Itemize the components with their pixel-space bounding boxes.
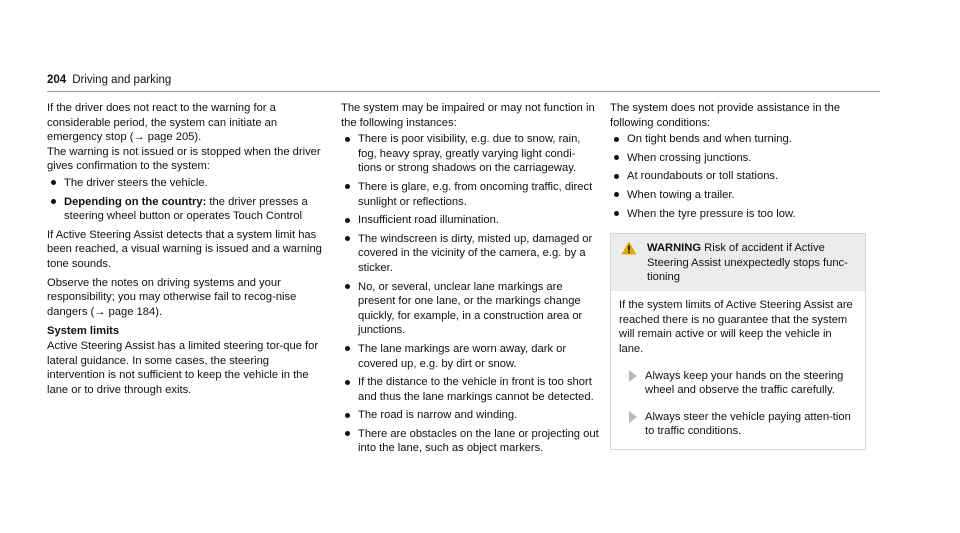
warning-label: WARNING (647, 242, 702, 255)
bullet-icon (345, 137, 350, 142)
warning-action: Always keep your hands on the steering wheel and observe the traffic carefully. (619, 369, 857, 398)
warning-box (610, 233, 866, 450)
list-item: On tight bends and when turning. (610, 132, 872, 147)
warning-heading: Risk of accident if Active Steering Assist unexpectedly stops func-tioning (647, 242, 848, 284)
paragraph-no-assistance-intro: The system does not provide assistance in the following conditions: (610, 102, 841, 129)
column-2 (341, 101, 599, 460)
country-label: Depending on the country: (64, 195, 207, 208)
list-item: At roundabouts or toll stations. (610, 169, 872, 184)
list-item: When the tyre pressure is too low. (610, 207, 872, 222)
list-item: Depending on the country: the driver presses a steering wheel button or operates Touch Control (47, 195, 325, 224)
bullet-icon (614, 174, 619, 179)
header-divider (47, 91, 880, 92)
warning-triangle-icon (621, 241, 637, 255)
impairment-list (341, 132, 599, 456)
bullet-icon (345, 236, 350, 241)
list-item: Insufficient road illumination. (341, 213, 599, 228)
paragraph-warning-not-issued: The warning is not issued or is stopped when the driver gives confirmation to the system: (47, 145, 321, 173)
list-item: When towing a trailer. (610, 188, 872, 203)
bullet-icon (614, 137, 619, 142)
paragraph-impaired-intro: The system may be impaired or may not function in the following instances: (341, 102, 595, 129)
section-title-header: Driving and parking (72, 74, 172, 86)
bullet-icon (51, 199, 56, 204)
paragraph-warning-period: If the driver does not react to the warning for a considerable period, the system can initiate an emergency stop (→ page 205). (47, 102, 278, 144)
arrow-right-icon (629, 370, 637, 382)
bullet-icon (345, 184, 350, 189)
bullet-icon (614, 155, 619, 160)
list-item: The windscreen is dirty, misted up, damaged or covered in the vicinity of the camera, e.g. by a sticker. (341, 232, 599, 276)
list-item: When crossing junctions. (610, 151, 872, 166)
bullet-icon (345, 413, 350, 418)
list-item: The driver steers the vehicle. (47, 176, 325, 191)
list-item: There is glare, e.g. from oncoming traffic, direct sunlight or reflections. (341, 180, 599, 209)
paragraph-steering-torque: Active Steering Assist has a limited steering tor-que for lateral guidance. In some cases, the steering intervention is not sufficient to keep the vehicle in the lane or to drive through exits. (47, 339, 319, 396)
bullet-icon (614, 192, 619, 197)
bullet-icon (345, 284, 350, 289)
bullet-icon (345, 380, 350, 385)
warning-header (611, 234, 865, 291)
paragraph-observe-notes: Observe the notes on driving systems and your responsibility; you may otherwise fail to recog-nise dangers (→ page 184). (47, 276, 297, 318)
arrow-right-icon (629, 411, 637, 423)
list-item: There are obstacles on the lane or projecting out into the lane, such as object markers. (341, 427, 599, 456)
warning-heading-text (647, 241, 857, 285)
warning-body (611, 291, 865, 449)
list-item: There is poor visibility, e.g. due to snow, rain, fog, heavy spray, greatly varying light condi-tions or strong shadows on the carriageway. (341, 132, 599, 176)
no-assistance-list (610, 132, 872, 221)
bullet-icon (614, 211, 619, 216)
page-header (47, 74, 171, 86)
column-1 (47, 101, 325, 397)
warning-description: If the system limits of Active Steering Assist are reached there is no guarantee that the system will remain active or will keep the vehicle in lane. (619, 299, 853, 355)
list-item: If the distance to the vehicle in front is too short and thus the lane markings cannot be detected. (341, 375, 599, 404)
list-item: The lane markings are worn away, dark or covered up, e.g. by dirt or snow. (341, 342, 599, 371)
bullet-icon (51, 180, 56, 185)
confirmation-list (47, 176, 325, 224)
system-limits-heading: System limits (47, 325, 120, 338)
bullet-icon (345, 218, 350, 223)
bullet-icon (345, 346, 350, 351)
column-3 (610, 101, 872, 450)
bullet-icon (345, 431, 350, 436)
paragraph-system-limit-detected: If Active Steering Assist detects that a system limit has been reached, a visual warning is issued and a warning tone sounds. (47, 228, 322, 270)
page-number: 204 (47, 74, 67, 86)
list-item: No, or several, unclear lane markings are present for one lane, or the markings change quickly, for example, in a construction area or junctions. (341, 280, 599, 338)
list-item: The road is narrow and winding. (341, 408, 599, 423)
warning-action: Always steer the vehicle paying atten-tion to traffic conditions. (619, 410, 857, 439)
